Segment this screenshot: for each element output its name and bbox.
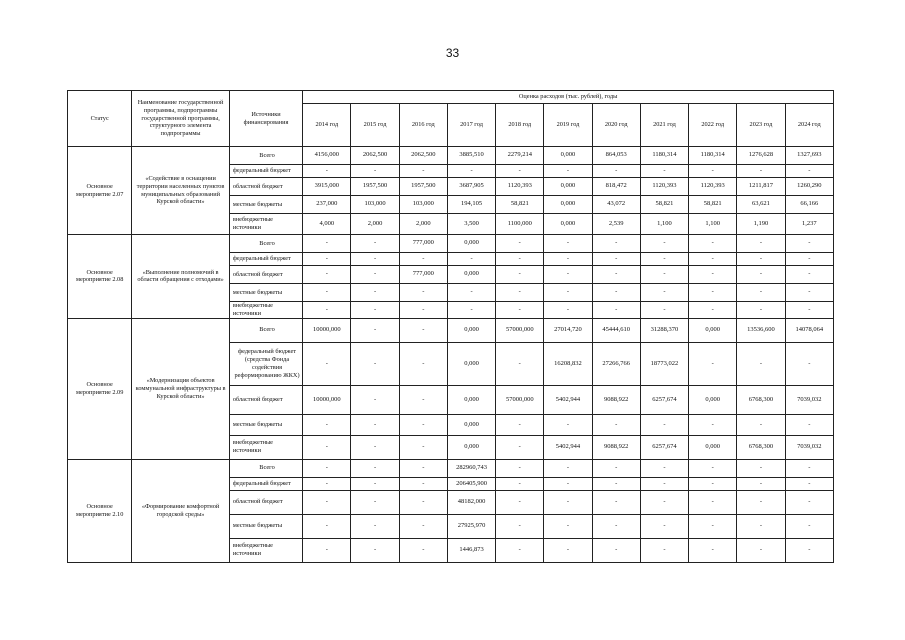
value-cell: - [447,165,495,178]
header-year: 2015 год [351,104,399,147]
value-cell: 3915,000 [303,178,351,196]
value-cell: - [737,253,785,266]
value-cell: 0,000 [689,318,737,342]
value-cell: - [303,514,351,538]
value-cell: - [351,266,399,284]
value-cell: 1,190 [737,214,785,235]
value-cell: 48182,000 [447,490,495,514]
value-cell: - [496,284,544,302]
value-cell: - [689,235,737,253]
value-cell: - [737,302,785,319]
value-cell: 1100,000 [496,214,544,235]
funding-source-cell: внебюджетные источники [229,214,302,235]
value-cell: - [399,414,447,435]
value-cell: 0,000 [544,196,592,214]
table-row [68,459,834,477]
table-row [68,318,834,342]
value-cell: 66,166 [785,196,833,214]
funding-source-cell: Всего [229,235,302,253]
header-year: 2021 год [640,104,688,147]
value-cell: - [399,385,447,414]
value-cell: - [592,253,640,266]
value-cell: - [351,459,399,477]
value-cell: 1,100 [689,214,737,235]
value-cell: - [640,538,688,562]
value-cell: 14078,064 [785,318,833,342]
header-year: 2018 год [496,104,544,147]
value-cell: - [737,414,785,435]
value-cell: 1120,393 [689,178,737,196]
status-cell: Основное мероприятие 2.08 [68,235,132,319]
funding-source-cell: областной бюджет [229,266,302,284]
value-cell: 6257,674 [640,435,688,459]
value-cell: - [399,284,447,302]
value-cell: - [351,538,399,562]
funding-source-cell: внебюджетные источники [229,435,302,459]
value-cell: 194,105 [447,196,495,214]
value-cell: - [640,477,688,490]
value-cell: - [544,284,592,302]
value-cell: 2062,500 [399,147,447,165]
value-cell: 1276,628 [737,147,785,165]
value-cell: - [737,538,785,562]
value-cell: - [689,490,737,514]
value-cell: - [399,165,447,178]
value-cell: - [689,253,737,266]
program-name-cell: «Формирование комфортной городской среды» [132,459,230,562]
value-cell: - [399,538,447,562]
value-cell: 0,000 [544,214,592,235]
header-year: 2019 год [544,104,592,147]
value-cell: 282960,743 [447,459,495,477]
program-name-cell: «Модернизация объектов коммунальной инфраструктуры в Курской области» [132,318,230,459]
value-cell: 13536,600 [737,318,785,342]
value-cell: - [785,253,833,266]
value-cell: 3687,905 [447,178,495,196]
value-cell: 27266,766 [592,342,640,385]
value-cell: - [351,414,399,435]
value-cell: - [737,284,785,302]
value-cell: - [399,318,447,342]
value-cell: - [640,235,688,253]
value-cell: 0,000 [447,435,495,459]
value-cell: - [785,284,833,302]
value-cell: 1120,393 [640,178,688,196]
value-cell: - [303,266,351,284]
funding-source-cell: Всего [229,459,302,477]
value-cell: 43,072 [592,196,640,214]
value-cell: 0,000 [447,414,495,435]
value-cell: 2,000 [399,214,447,235]
funding-source-cell: федеральный бюджет [229,253,302,266]
value-cell: - [303,490,351,514]
value-cell: - [689,477,737,490]
value-cell: 57000,000 [496,318,544,342]
value-cell: 16208,832 [544,342,592,385]
value-cell: - [303,538,351,562]
value-cell: - [640,490,688,514]
value-cell: - [689,266,737,284]
value-cell: - [592,490,640,514]
value-cell: 6257,674 [640,385,688,414]
value-cell: 1260,290 [785,178,833,196]
value-cell: - [737,477,785,490]
table-row [68,235,834,253]
table-row [68,147,834,165]
header-year: 2016 год [399,104,447,147]
value-cell: - [399,459,447,477]
value-cell: - [447,284,495,302]
status-cell: Основное мероприятие 2.10 [68,459,132,562]
value-cell: 1,237 [785,214,833,235]
value-cell: - [351,253,399,266]
value-cell: 103,000 [351,196,399,214]
value-cell: 1,100 [640,214,688,235]
value-cell: 6768,300 [737,435,785,459]
header-estimate: Оценка расходов (тыс. рублей), годы [303,91,834,104]
value-cell: - [689,538,737,562]
value-cell: 1957,500 [399,178,447,196]
value-cell: - [496,302,544,319]
value-cell: - [592,459,640,477]
value-cell: - [737,514,785,538]
value-cell: - [689,342,737,385]
value-cell: - [544,302,592,319]
value-cell: 10000,000 [303,385,351,414]
value-cell: 31288,370 [640,318,688,342]
header-sources: Источники финансирования [229,91,302,147]
value-cell: 1180,314 [689,147,737,165]
value-cell: 7039,032 [785,385,833,414]
value-cell: - [496,165,544,178]
value-cell: 777,000 [399,235,447,253]
header-year: 2022 год [689,104,737,147]
value-cell: - [303,253,351,266]
value-cell: - [689,414,737,435]
value-cell: 2279,214 [496,147,544,165]
value-cell: - [496,459,544,477]
funding-source-cell: областной бюджет [229,385,302,414]
value-cell: - [544,477,592,490]
value-cell: 58,821 [496,196,544,214]
value-cell: - [399,253,447,266]
value-cell: - [640,302,688,319]
value-cell: 9088,922 [592,435,640,459]
funding-source-cell: внебюджетные источники [229,538,302,562]
value-cell: - [737,490,785,514]
program-name-cell: «Выполнение полномочий в области обращения с отходами» [132,235,230,319]
value-cell: 0,000 [689,385,737,414]
value-cell: - [689,459,737,477]
value-cell: - [592,165,640,178]
header-name: Наименование государственной программы, подпрограммы государственной программы, структурного элемента подпрограммы [132,91,230,147]
funding-source-cell: областной бюджет [229,178,302,196]
value-cell: - [640,284,688,302]
value-cell: - [303,342,351,385]
value-cell: - [592,538,640,562]
value-cell: 58,821 [640,196,688,214]
value-cell: - [303,165,351,178]
value-cell: - [447,302,495,319]
value-cell: - [399,435,447,459]
value-cell: - [785,514,833,538]
value-cell: - [737,165,785,178]
value-cell: 4,000 [303,214,351,235]
value-cell: - [351,514,399,538]
value-cell: 0,000 [689,435,737,459]
value-cell: - [737,266,785,284]
value-cell: - [737,459,785,477]
funding-source-cell: федеральный бюджет [229,165,302,178]
value-cell: - [544,514,592,538]
status-cell: Основное мероприятие 2.09 [68,318,132,459]
value-cell: 4156,000 [303,147,351,165]
program-name-cell: «Содействие в оснащении территории населенных пунктов муниципальных образований Курской области» [132,147,230,235]
value-cell: - [351,385,399,414]
value-cell: - [303,459,351,477]
value-cell: - [544,538,592,562]
value-cell: 63,621 [737,196,785,214]
value-cell: - [447,253,495,266]
value-cell: - [592,302,640,319]
value-cell: - [544,414,592,435]
value-cell: 1211,817 [737,178,785,196]
value-cell: 2,539 [592,214,640,235]
value-cell: - [640,514,688,538]
value-cell: - [496,266,544,284]
value-cell: 0,000 [447,318,495,342]
value-cell: - [544,266,592,284]
value-cell: - [351,477,399,490]
value-cell: 27014,720 [544,318,592,342]
value-cell: - [544,490,592,514]
status-cell: Основное мероприятие 2.07 [68,147,132,235]
budget-table [67,90,834,563]
funding-source-cell: местные бюджеты [229,514,302,538]
value-cell: 5402,944 [544,435,592,459]
value-cell: 7039,032 [785,435,833,459]
value-cell: 0,000 [447,342,495,385]
value-cell: - [592,514,640,538]
page-number: 33 [445,46,460,60]
value-cell: 58,821 [689,196,737,214]
value-cell: - [785,538,833,562]
value-cell: 0,000 [447,235,495,253]
value-cell: - [351,235,399,253]
header-year: 2017 год [447,104,495,147]
value-cell: - [785,414,833,435]
value-cell: - [351,302,399,319]
value-cell: 103,000 [399,196,447,214]
value-cell: 206405,900 [447,477,495,490]
value-cell: - [351,490,399,514]
value-cell: - [496,235,544,253]
value-cell: - [785,235,833,253]
funding-source-cell: внебюджетные источники [229,302,302,319]
value-cell: - [399,342,447,385]
value-cell: - [496,490,544,514]
funding-source-cell: Всего [229,147,302,165]
value-cell: - [351,284,399,302]
value-cell: 1957,500 [351,178,399,196]
value-cell: - [592,414,640,435]
value-cell: 777,000 [399,266,447,284]
header-year: 2024 год [785,104,833,147]
value-cell: 9088,922 [592,385,640,414]
header-status: Статус [68,91,132,147]
value-cell: - [785,342,833,385]
funding-source-cell: федеральный бюджет (средства Фонда содействия реформированию ЖКХ) [229,342,302,385]
value-cell: 864,053 [592,147,640,165]
value-cell: 0,000 [447,266,495,284]
value-cell: 45444,610 [592,318,640,342]
value-cell: - [303,414,351,435]
value-cell: 0,000 [447,385,495,414]
value-cell: 237,000 [303,196,351,214]
value-cell: - [303,435,351,459]
value-cell: 2,000 [351,214,399,235]
value-cell: 27925,970 [447,514,495,538]
value-cell: - [592,235,640,253]
value-cell: 6768,300 [737,385,785,414]
value-cell: - [303,235,351,253]
value-cell: - [399,514,447,538]
value-cell: - [785,477,833,490]
value-cell: - [544,235,592,253]
value-cell: 3885,510 [447,147,495,165]
value-cell: - [640,253,688,266]
value-cell: - [399,490,447,514]
value-cell: - [737,342,785,385]
value-cell: - [351,318,399,342]
value-cell: - [351,435,399,459]
value-cell: 818,472 [592,178,640,196]
funding-source-cell: местные бюджеты [229,414,302,435]
value-cell: - [737,235,785,253]
header-year: 2023 год [737,104,785,147]
value-cell: - [592,266,640,284]
value-cell: 5402,944 [544,385,592,414]
header-year: 2020 год [592,104,640,147]
funding-source-cell: федеральный бюджет [229,477,302,490]
value-cell: - [689,165,737,178]
value-cell: - [496,253,544,266]
funding-source-cell: местные бюджеты [229,284,302,302]
value-cell: - [303,302,351,319]
value-cell: - [640,459,688,477]
value-cell: - [351,342,399,385]
value-cell: - [496,477,544,490]
value-cell: - [785,302,833,319]
value-cell: - [303,284,351,302]
value-cell: - [496,414,544,435]
value-cell: - [640,414,688,435]
value-cell: 1327,693 [785,147,833,165]
value-cell: - [496,435,544,459]
value-cell: - [303,477,351,490]
value-cell: 1446,873 [447,538,495,562]
value-cell: 1180,314 [640,147,688,165]
value-cell: 18773,022 [640,342,688,385]
value-cell: - [640,165,688,178]
value-cell: - [592,477,640,490]
value-cell: - [785,165,833,178]
value-cell: - [399,302,447,319]
value-cell: 57000,000 [496,385,544,414]
value-cell: - [785,266,833,284]
funding-source-cell: Всего [229,318,302,342]
value-cell: - [351,165,399,178]
value-cell: - [544,459,592,477]
value-cell: - [640,266,688,284]
value-cell: - [689,302,737,319]
value-cell: - [496,538,544,562]
value-cell: - [496,342,544,385]
value-cell: - [689,284,737,302]
value-cell: - [785,459,833,477]
value-cell: 1120,393 [496,178,544,196]
value-cell: - [689,514,737,538]
value-cell: - [544,253,592,266]
value-cell: - [496,514,544,538]
value-cell: - [592,284,640,302]
value-cell: 0,000 [544,178,592,196]
funding-source-cell: областной бюджет [229,490,302,514]
funding-source-cell: местные бюджеты [229,196,302,214]
value-cell: - [785,490,833,514]
header-year: 2014 год [303,104,351,147]
value-cell: - [399,477,447,490]
value-cell: 0,000 [544,147,592,165]
value-cell: 3,500 [447,214,495,235]
value-cell: 2062,500 [351,147,399,165]
value-cell: 10000,000 [303,318,351,342]
value-cell: - [544,165,592,178]
